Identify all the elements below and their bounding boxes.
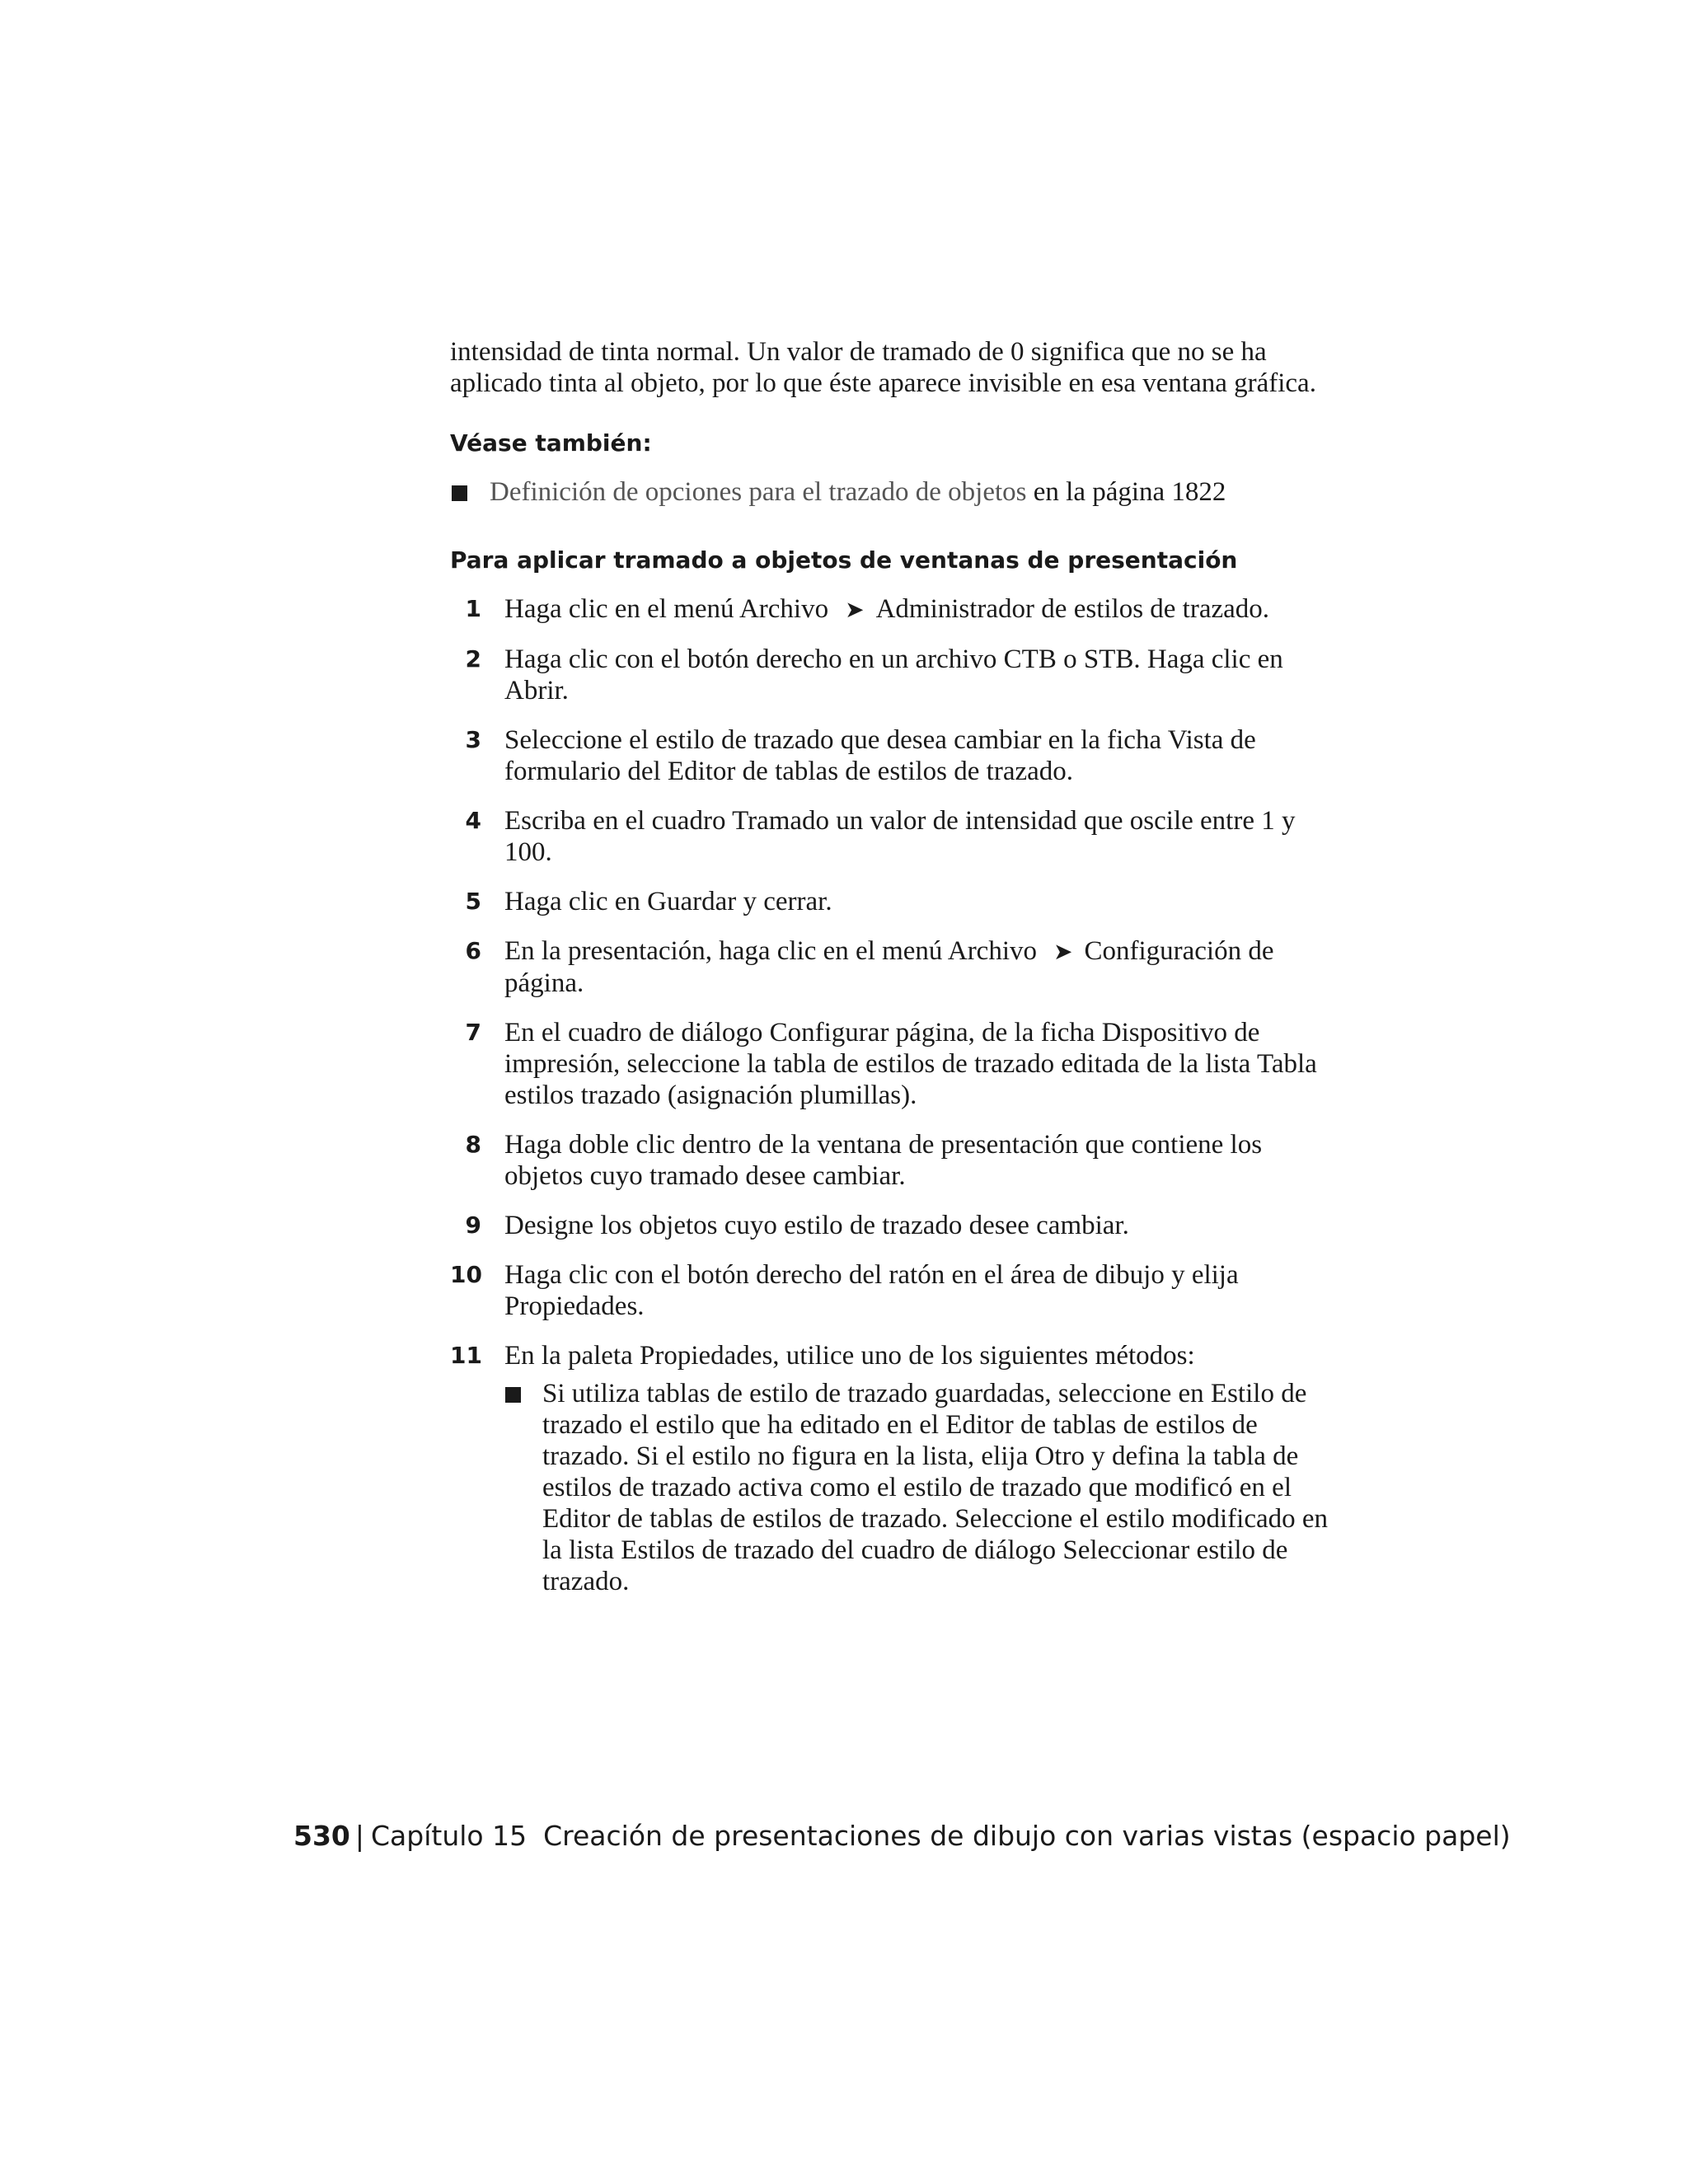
step-text-after: Configuración de página. [504,936,1274,998]
step-number: 8 [465,1131,481,1158]
step-number: 1 [465,595,481,622]
page-footer [293,1820,1511,1853]
method-text: Si utiliza tablas de estilo de trazado guardadas, seleccione en Estilo de trazado el estilo que ha editado en el Editor de tablas de estilos de trazado. Si el estilo no figura en la lista, elija Otro y defina la tabla de estilos de trazado activa como el estilo de trazado que modificó en el Editor de tablas de estilos de trazado. Seleccione el estilo modificado en la lista Estilos de trazado del cuadro de diálogo Seleccionar estilo de trazado. [542,1379,1329,1596]
triangle-arrow-icon: ➤ [845,596,865,623]
square-bullet-icon [452,485,467,501]
step-text: Seleccione el estilo de trazado que desea cambiar en la ficha Vista de formulario del Editor de tablas de estilos de trazado. [504,725,1256,786]
step-number: 6 [465,937,481,964]
step-text [504,935,1332,999]
see-also-link[interactable]: Definición de opciones para el trazado de objetos [490,477,1027,507]
footer-separator: | [354,1820,365,1852]
step-text: Haga clic con el botón derecho del ratón en el área de dibujo y elija Propiedades. [504,1260,1239,1321]
page-number: 530 [293,1820,350,1852]
step-text: En el cuadro de diálogo Configurar página, de la ficha Dispositivo de impresión, seleccione la tabla de estilos de trazado editada de la lista Tabla estilos trazado (asignación plumillas). [504,1018,1317,1110]
procedure-step [450,1017,1332,1111]
procedure-step [450,1259,1332,1322]
step-text-before: En la presentación, haga clic en el menú Archivo [504,936,1037,966]
procedure-step [450,724,1332,787]
procedure-steps [450,593,1332,1597]
procedure-step [450,1129,1332,1192]
chapter-title: Creación de presentaciones de dibujo con varias vistas (espacio papel) [543,1820,1511,1852]
see-also-list [450,476,1332,508]
step-text: Haga doble clic dentro de la ventana de presentación que contiene los objetos cuyo tramado desee cambiar. [504,1130,1263,1191]
see-also-heading: Véase también: [450,429,652,457]
step-number: 4 [465,807,481,834]
square-bullet-icon [505,1387,521,1403]
step-number: 3 [465,726,481,753]
step-text: Haga clic con el botón derecho en un archivo CTB o STB. Haga clic en Abrir. [504,644,1283,705]
procedure-step [450,593,1332,626]
chapter-label: Capítulo 15 [371,1820,528,1852]
procedure-step [450,886,1332,917]
step-number: 2 [465,645,481,673]
step-text-before: Haga clic en el menú Archivo [504,594,829,624]
procedure-step [450,1210,1332,1241]
procedure-heading: Para aplicar tramado a objetos de ventanas de presentación [450,546,1238,574]
intro-line-2: aplicado tinta al objeto, por lo que éste aparece invisible en esa ventana gráfica. [450,368,1316,398]
procedure-step [450,935,1332,999]
procedure-step [450,805,1332,868]
step-text [504,593,1332,626]
step-text: Escriba en el cuadro Tramado un valor de intensidad que oscile entre 1 y 100. [504,806,1296,867]
intro-paragraph [450,336,1332,399]
step-number: 11 [450,1342,482,1369]
triangle-arrow-icon: ➤ [1053,938,1073,965]
see-also-page-ref: en la página 1822 [1026,477,1226,507]
method-item [504,1378,1332,1597]
procedure-step [450,644,1332,706]
step-number: 7 [465,1019,481,1046]
step-text: Designe los objetos cuyo estilo de trazado desee cambiar. [504,1211,1129,1240]
step-number: 10 [450,1261,482,1288]
step-number: 5 [465,888,481,915]
step-text: En la paleta Propiedades, utilice uno de los siguientes métodos: [504,1341,1195,1371]
see-also-item [450,476,1332,508]
step-text-after: Administrador de estilos de trazado. [875,594,1270,624]
page-content [450,336,1332,1615]
step-text: Haga clic en Guardar y cerrar. [504,887,832,916]
procedure-step [450,1340,1332,1597]
intro-line-1: intensidad de tinta normal. Un valor de tramado de 0 significa que no se ha [450,337,1267,367]
step-number: 9 [465,1212,481,1239]
method-list [504,1378,1332,1597]
